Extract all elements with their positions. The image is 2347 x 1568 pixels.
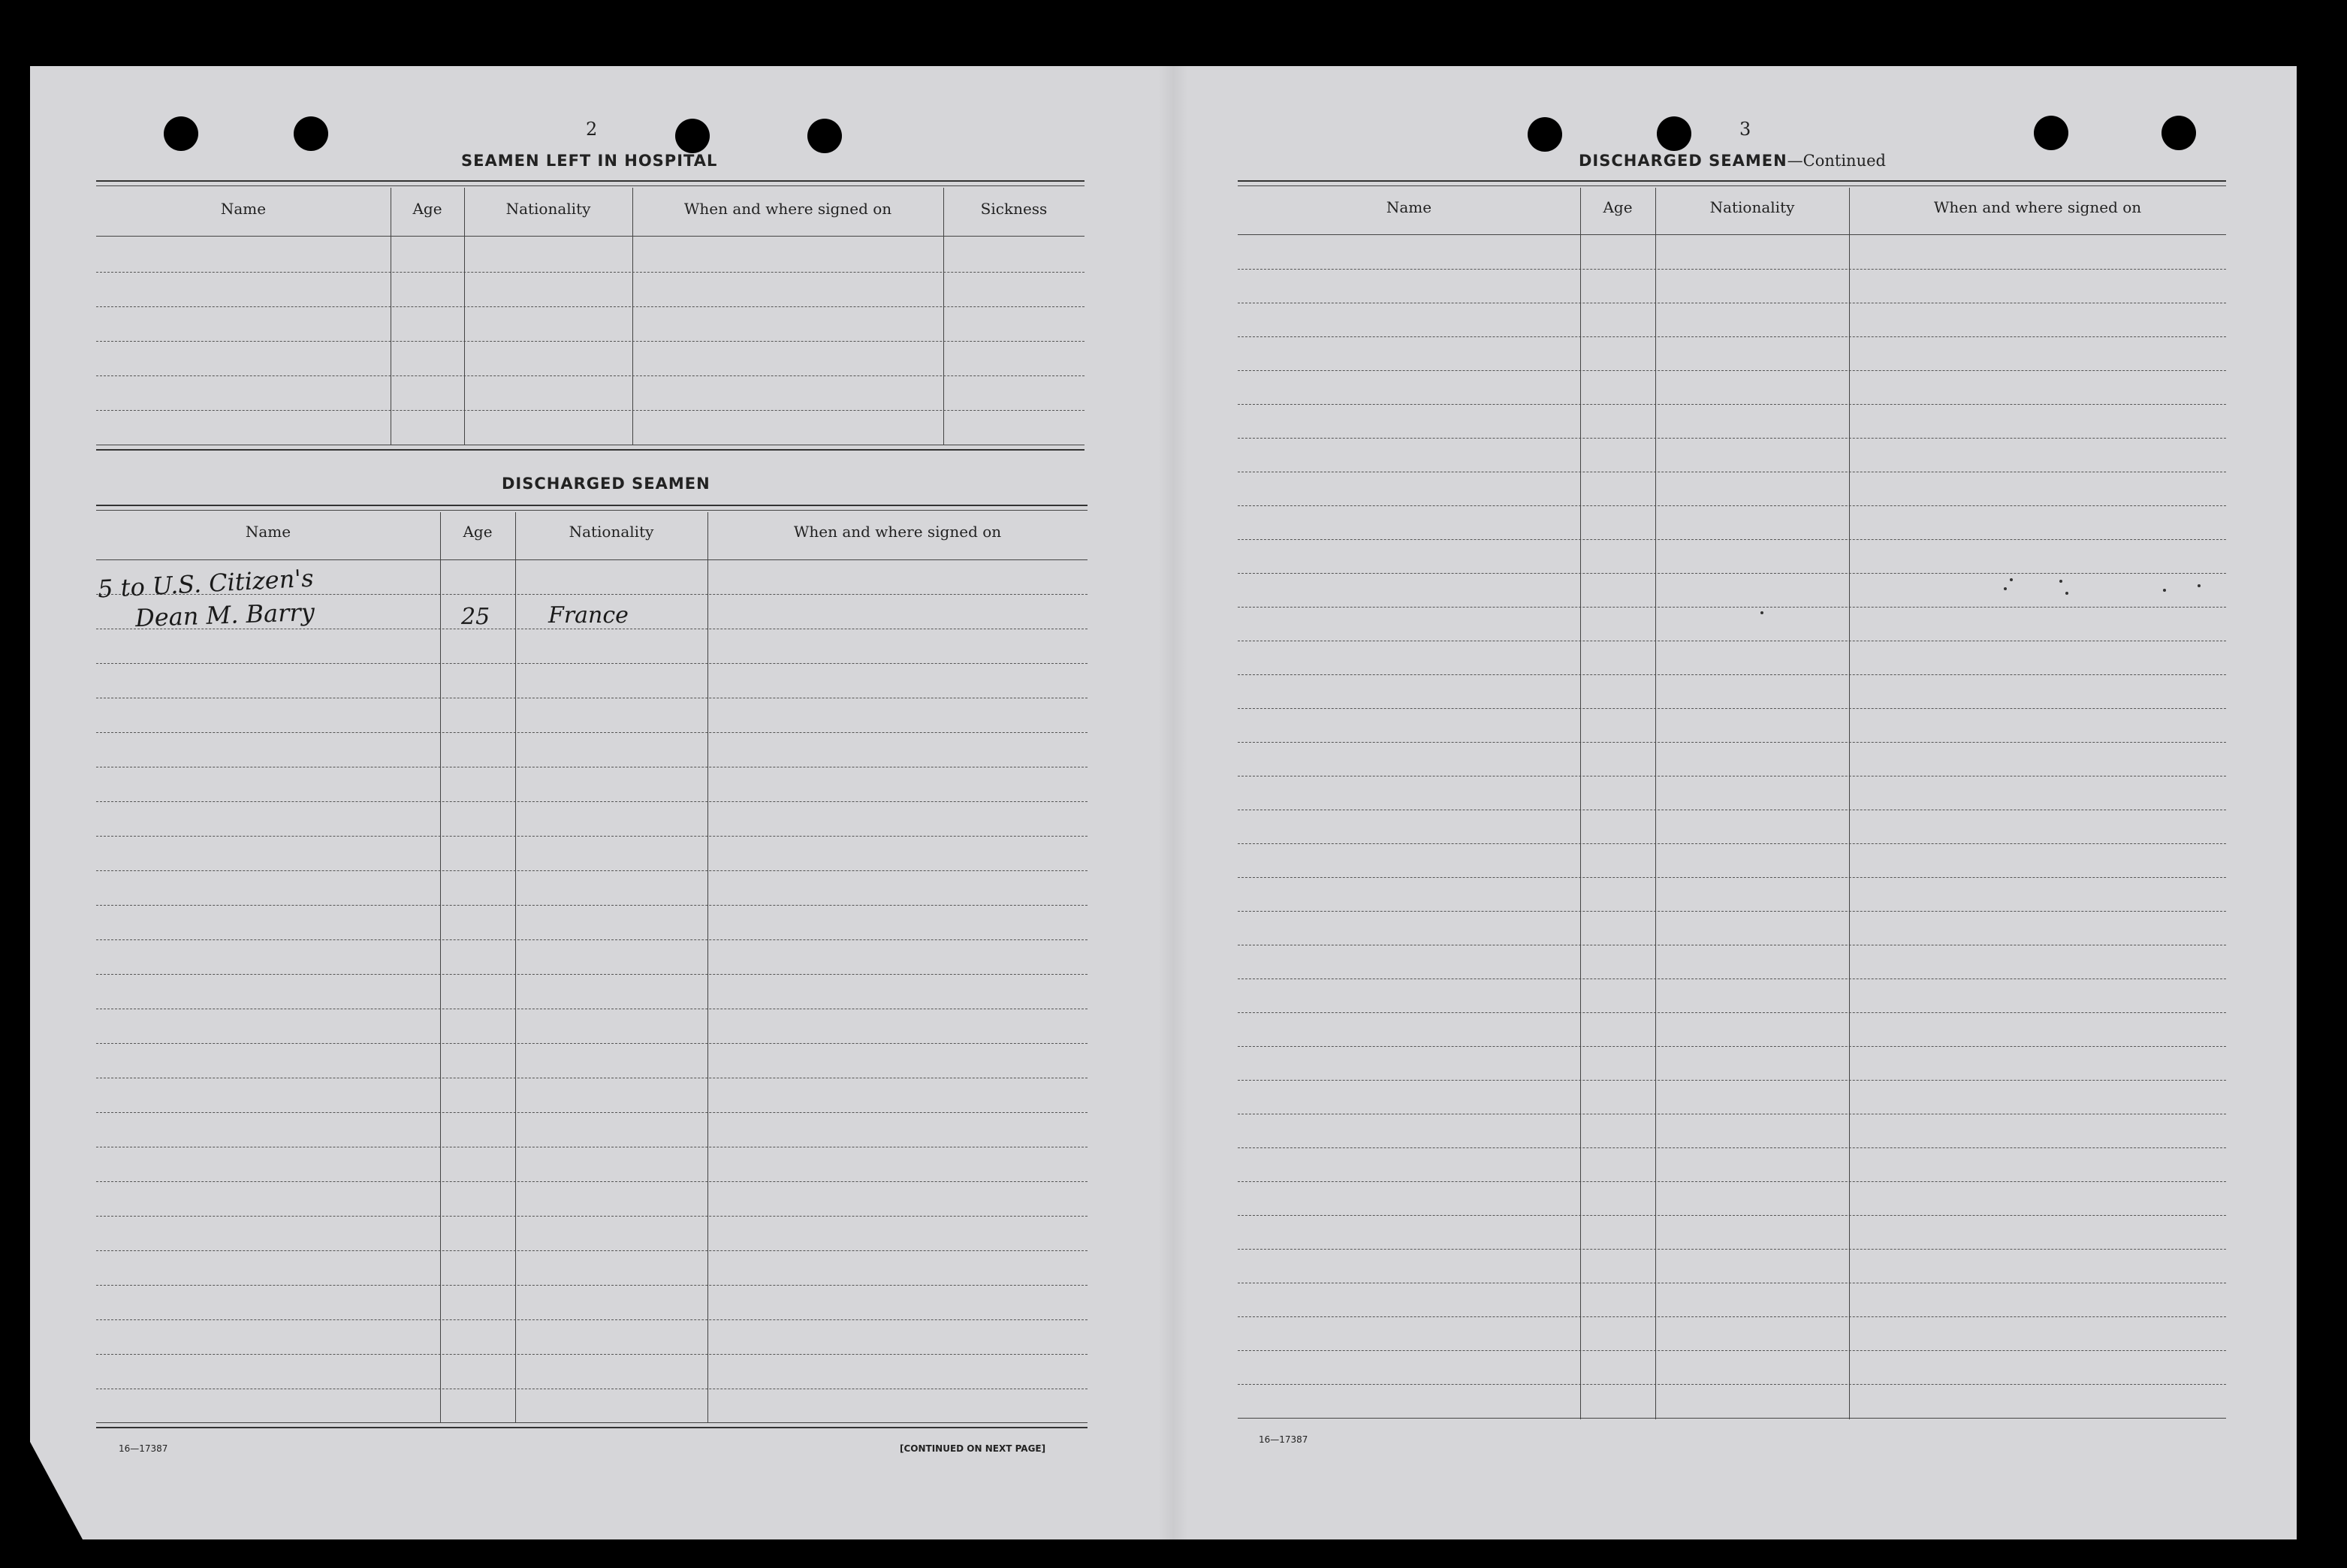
discharged-continued-title-suffix: —Continued [1787,152,1886,170]
continued-note: [CONTINUED ON NEXT PAGE] [900,1443,1046,1454]
punch-hole [294,116,328,151]
hospital-section-title: SEAMEN LEFT IN HOSPITAL [461,152,718,170]
discharged-section-title: DISCHARGED SEAMEN [502,475,710,493]
punch-hole [2161,116,2196,150]
punch-hole [675,119,710,153]
discharged-col-name: Name [245,523,291,541]
discharged-col-age: Age [463,523,493,541]
hospital-table [96,180,1085,455]
page-number-right: 3 [1739,119,1751,140]
hospital-col-sickness: Sickness [980,200,1048,218]
form-number-right: 16—17387 [1259,1434,1308,1445]
punch-hole [1657,116,1691,151]
handwritten-age: 25 [461,604,490,630]
stray-mark [1760,611,1763,614]
hospital-col-signed-on: When and where signed on [683,200,892,218]
discharged-col-signed-on: When and where signed on [793,523,1002,541]
punch-hole [807,119,842,153]
continued-col-name: Name [1386,198,1432,216]
punch-hole [164,116,198,151]
stray-mark [2004,587,2007,590]
stray-mark [2198,584,2201,587]
discharged-continued-title [1579,152,1886,170]
stray-mark [2163,589,2166,592]
stray-mark [2010,578,2013,581]
discharged-continued-title-main: DISCHARGED SEAMEN [1579,152,1787,170]
form-number-left: 16—17387 [119,1443,168,1454]
punch-hole [1528,117,1562,152]
page-fold [1158,66,1188,1539]
handwritten-name: Dean M. Barry [134,597,315,633]
punch-hole [2034,116,2068,150]
stray-mark [2059,580,2062,583]
hospital-col-name: Name [220,200,267,218]
discharged-col-nationality: Nationality [569,523,654,541]
discharged-table-left [96,505,1088,1436]
handwritten-note: 5 to U.S. Citizen's [97,563,315,604]
handwritten-nationality: France [548,602,629,629]
continued-col-signed-on: When and where signed on [1933,198,2142,216]
page-number-left: 2 [586,119,598,140]
discharged-table-right [1238,180,2226,1427]
continued-col-nationality: Nationality [1709,198,1795,216]
continued-col-age: Age [1603,198,1633,216]
hospital-col-age: Age [412,200,442,218]
stray-mark [2065,592,2068,595]
hospital-col-nationality: Nationality [505,200,591,218]
